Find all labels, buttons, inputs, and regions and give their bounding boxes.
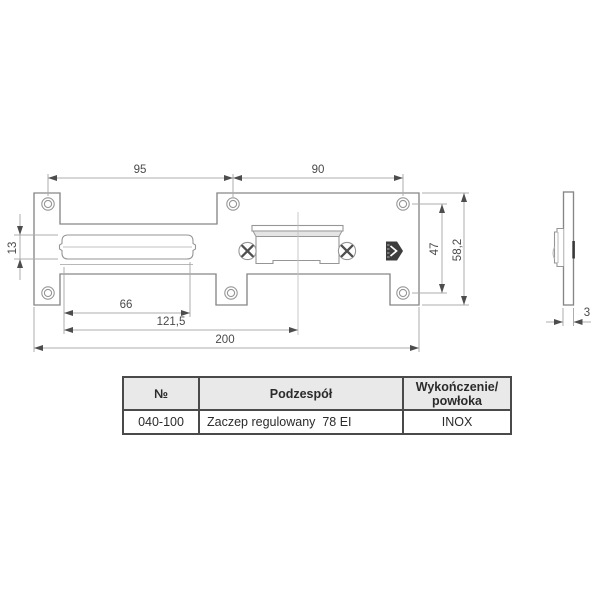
col-header-number: [124, 378, 200, 411]
arrowhead: [439, 284, 445, 293]
screw-hole-inner: [399, 200, 406, 207]
side-view: [553, 192, 575, 305]
arrowhead: [48, 175, 57, 181]
dim-label-3: 3: [583, 307, 591, 319]
screw-hole-inner: [227, 289, 234, 296]
table-row-number: [124, 411, 200, 433]
finish-label-line1: Wykończenie/: [415, 379, 499, 394]
arrowhead: [574, 319, 583, 325]
keeper-band: [253, 231, 342, 237]
arrowhead: [224, 175, 233, 181]
dim-3: [546, 307, 591, 326]
arrowhead: [461, 193, 467, 202]
arrowhead: [289, 327, 298, 333]
spec-table: [122, 376, 512, 435]
arrowhead: [554, 319, 563, 325]
side-keeper-housing: [555, 229, 564, 267]
screw-hole-inner: [44, 200, 51, 207]
front-view: [34, 193, 419, 335]
keeper-screw-right: [338, 242, 355, 259]
dim-95-90: [48, 164, 403, 197]
side-plate: [564, 192, 574, 305]
table-row-finish: [404, 411, 510, 433]
screw-hole-inner: [44, 289, 51, 296]
dim-right: [412, 193, 469, 305]
dim-label-66: 66: [119, 299, 133, 311]
dim-label-200: 200: [215, 334, 235, 346]
screw-hole-inner: [399, 289, 406, 296]
arrowhead: [64, 327, 73, 333]
arrowhead: [233, 175, 242, 181]
dim-label-13: 13: [7, 241, 19, 255]
finish-label-line2: powłoka: [431, 393, 482, 408]
col-header-part-label: Podzespół: [269, 386, 333, 401]
keeper-flange: [252, 226, 343, 232]
arrowhead: [34, 345, 43, 351]
dim-label-95: 95: [133, 164, 147, 176]
dim-label-121-5: 121,5: [156, 316, 186, 328]
side-logo-mark: [572, 241, 575, 259]
arrowhead: [17, 226, 23, 235]
col-header-finish: [404, 378, 510, 411]
part-name: Zaczep regulowany 78 EI: [207, 415, 352, 429]
arrowhead: [439, 204, 445, 213]
arrowhead: [461, 296, 467, 305]
dim-label-90: 90: [311, 164, 325, 176]
screw-hole-inner: [229, 200, 236, 207]
dim-label-58-2: 58,2: [452, 238, 464, 262]
col-header-finish-label: [416, 380, 498, 408]
bolt-slot: [60, 235, 196, 259]
arrowhead: [410, 345, 419, 351]
arrowhead: [394, 175, 403, 181]
col-header-number-label: №: [154, 386, 168, 401]
keeper-body: [256, 237, 339, 264]
dim-label-47: 47: [429, 242, 441, 256]
table-row-part: [200, 411, 404, 433]
col-header-part: [200, 378, 404, 411]
part-number: 040-100: [138, 415, 184, 429]
arrowhead: [17, 259, 23, 268]
keeper-screw-left: [239, 242, 256, 259]
part-finish: INOX: [441, 415, 473, 429]
arrowhead: [64, 310, 73, 316]
